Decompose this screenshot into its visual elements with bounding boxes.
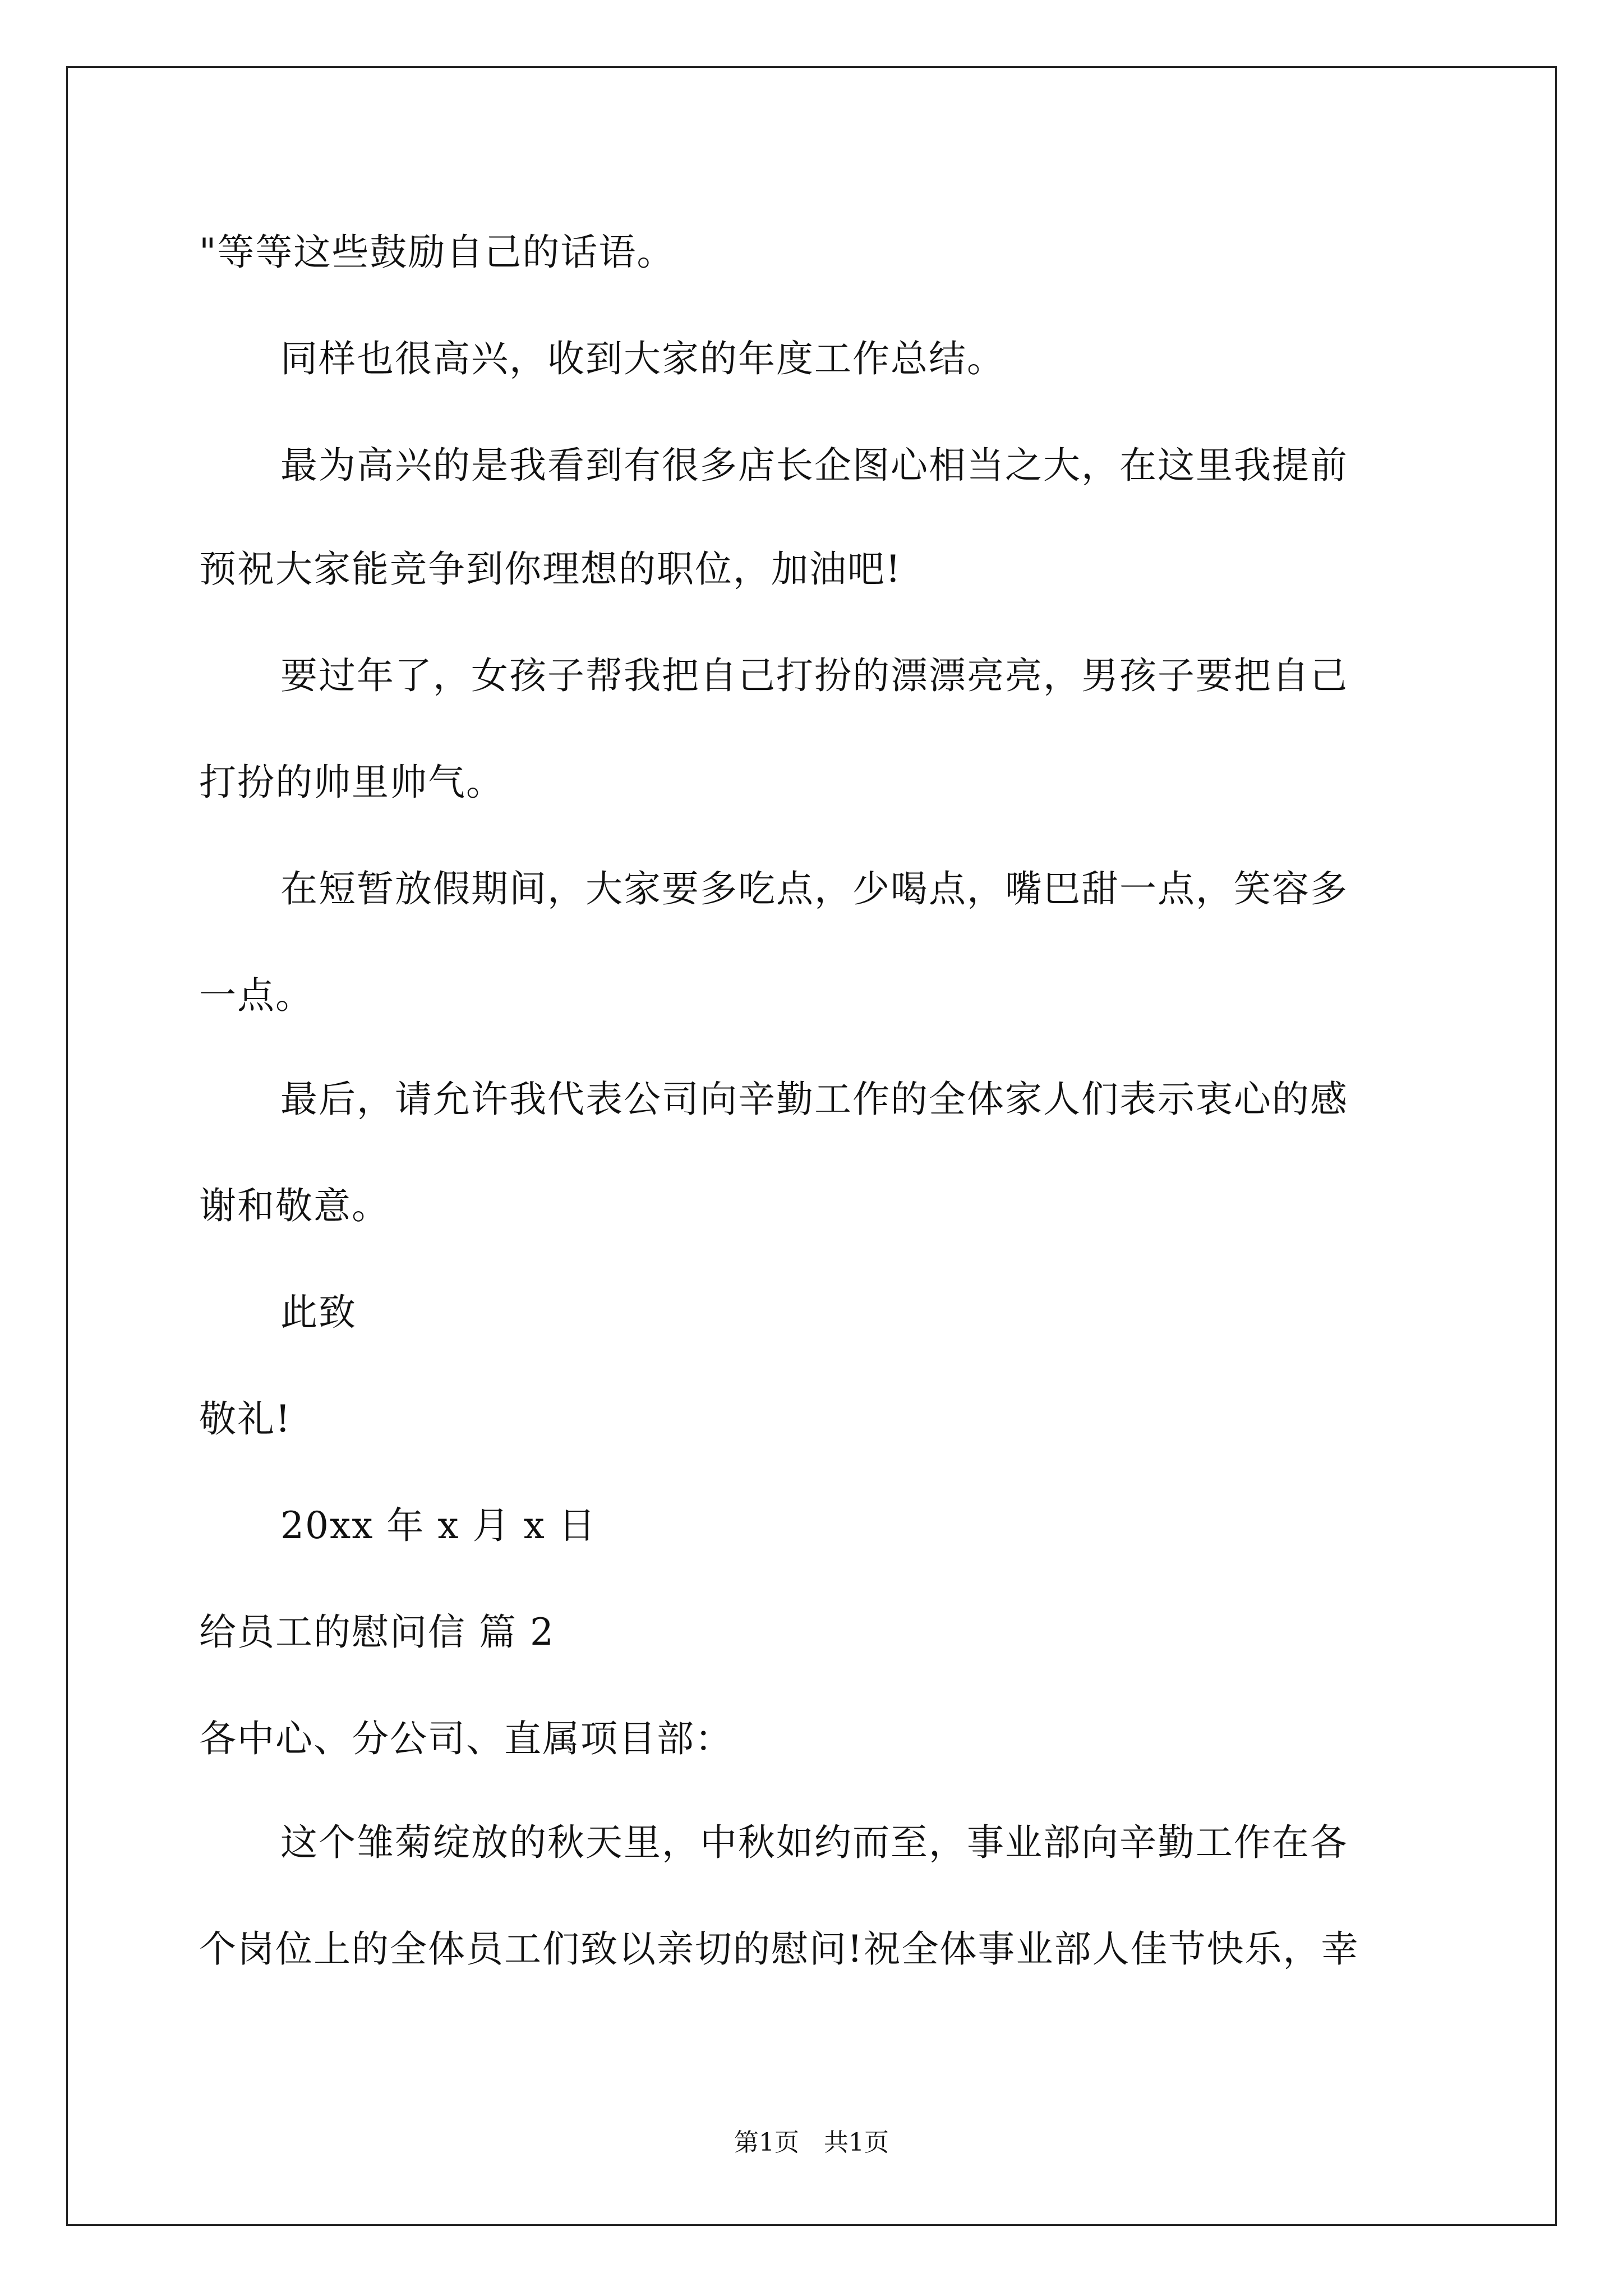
paragraph-line: 打扮的帅里帅气。 (199, 761, 504, 804)
paragraph-line: "等等这些鼓励自己的话语。 (199, 231, 675, 274)
closing-line: 敬礼! (199, 1397, 292, 1441)
paragraph-line: 谢和敬意。 (199, 1184, 390, 1227)
paragraph-line: 预祝大家能竞争到你理想的职位，加油吧! (199, 547, 902, 591)
page-border (66, 66, 1557, 2226)
paragraph-line: 要过年了，女孩子帮我把自己打扮的漂漂亮亮，男孩子要把自己 (280, 654, 1348, 697)
paragraph-line: 这个雏菊绽放的秋天里，中秋如约而至，事业部向辛勤工作在各 (280, 1821, 1348, 1864)
paragraph-line: 最后，请允许我代表公司向辛勤工作的全体家人们表示衷心的感 (280, 1078, 1348, 1121)
paragraph-line: 同样也很高兴，收到大家的年度工作总结。 (280, 337, 1005, 380)
addressee-line: 各中心、分公司、直属项目部： (199, 1717, 733, 1760)
page-footer: 第1页 共1页 (734, 2128, 889, 2157)
paragraph-line: 一点。 (199, 974, 313, 1017)
paragraph-line: 个岗位上的全体员工们致以亲切的慰问!祝全体事业部人佳节快乐，幸 (199, 1927, 1359, 1971)
paragraph-line: 在短暂放假期间，大家要多吃点，少喝点，嘴巴甜一点，笑容多 (280, 867, 1348, 910)
paragraph-line: 最为高兴的是我看到有很多店长企图心相当之大，在这里我提前 (280, 444, 1348, 487)
salutation-line: 此致 (280, 1291, 357, 1334)
date-line: 20xx 年 x 月 x 日 (280, 1504, 597, 1547)
section-title: 给员工的慰问信 篇 2 (199, 1611, 555, 1654)
